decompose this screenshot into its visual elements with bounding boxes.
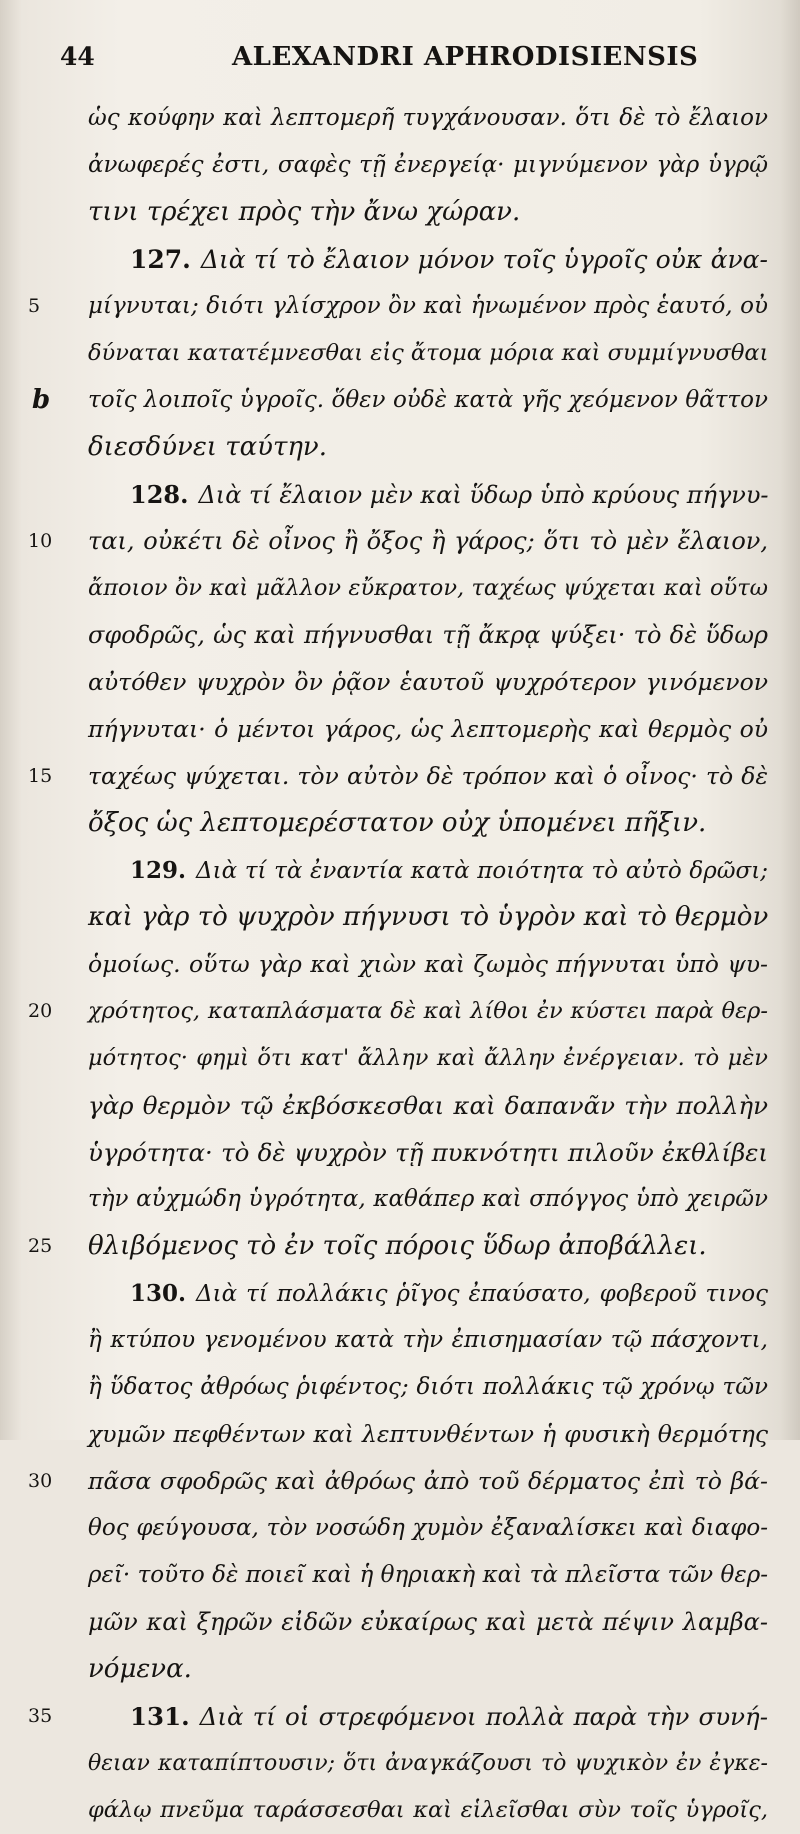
- text-line: [88, 1082, 768, 1129]
- text-line: [88, 1035, 768, 1082]
- line-text: ἀνωφερές ἐστι, σαφὲς τῇ ἐνεργείᾳ· μιγνύμενον γὰρ ὑγρῷ: [88, 152, 768, 178]
- line-text: ἢ ὕδατος ἀθρόως ῥιφέντος; διότι πολλάκις τῷ χρόνῳ τῶν: [88, 1374, 768, 1400]
- text-line: [28, 753, 768, 800]
- line-text: ται, οὐκέτι δὲ οἶνος ἢ ὄξος ἢ γάρος; ὅτι τὸ μὲν ἔλαιον,: [88, 527, 768, 555]
- text-line: [88, 1646, 768, 1693]
- text-line: [28, 518, 768, 565]
- line-number: 15: [28, 765, 53, 787]
- section-number: 131.: [130, 1702, 190, 1731]
- text-line: [88, 894, 768, 941]
- line-text: γὰρ θερμὸν τῷ ἐκβόσκεσθαι καὶ δαπανᾶν τὴν πολλὴν: [88, 1091, 768, 1120]
- text-line: [88, 424, 768, 471]
- text-line: [88, 941, 768, 988]
- text-line: [88, 612, 768, 659]
- page-number: 44: [60, 42, 95, 71]
- line-number: 20: [28, 1000, 53, 1022]
- text-line: [88, 565, 768, 612]
- line-text: ταχέως ψύχεται. τὸν αὐτὸν δὲ τρόπον καὶ ὁ οἶνος· τὸ δὲ: [88, 762, 768, 790]
- text-line: [88, 1364, 768, 1411]
- line-text: αὐτόθεν ψυχρὸν ὂν ῥᾷον ἑαυτοῦ ψυχρότερον γινόμενον: [88, 668, 768, 696]
- line-text: φάλῳ πνεῦμα ταράσσεσθαι καὶ εἱλεῖσθαι σὺν τοῖς ὑγροῖς,: [88, 1797, 768, 1823]
- line-text: χρότητος, καταπλάσματα δὲ καὶ λίθοι ἐν κύστει παρὰ θερ-: [88, 998, 768, 1024]
- text-line: [28, 1458, 768, 1505]
- text-line: [88, 1787, 768, 1834]
- line-text: Διὰ τί πολλάκις ῥῖγος ἐπαύσατο, φοβεροῦ τινος: [196, 1281, 768, 1307]
- line-text: πήγνυται· ὁ μέντοι γάρος, ὡς λεπτομερὴς καὶ θερμὸς οὐ: [88, 715, 768, 743]
- line-text: θος φεύγουσα, τὸν νοσώδη χυμὸν ἐξαναλίσκει καὶ διαφο-: [88, 1515, 768, 1541]
- line-text: ἢ κτύπου γενομένου κατὰ τὴν ἐπισημασίαν τῷ πάσχοντι,: [88, 1327, 768, 1353]
- line-text: καὶ γὰρ τὸ ψυχρὸν πήγνυσι τὸ ὑγρὸν καὶ τὸ θερμὸν: [88, 902, 769, 932]
- line-text: ρεῖ· τοῦτο δὲ ποιεῖ καὶ ἡ θηριακὴ καὶ τὰ πλεῖστα τῶν θερ-: [88, 1562, 768, 1588]
- line-text: Διὰ τί ἔλαιον μὲν καὶ ὕδωρ ὑπὸ κρύους πήγνυ-: [198, 481, 769, 509]
- text-line: [28, 283, 768, 330]
- text-line: [88, 659, 768, 706]
- line-text: θειαν καταπίπτουσιν; ὅτι ἀναγκάζουσι τὸ ψυχικὸν ἐν ἐγκε-: [88, 1751, 768, 1776]
- text-line: [88, 800, 768, 847]
- line-text: Διὰ τί τὰ ἐναντία κατὰ ποιότητα τὸ αὐτὸ δρῶσι;: [196, 858, 768, 884]
- line-text: τὴν αὐχμώδη ὑγρότητα, καθάπερ καὶ σπόγγος ὑπὸ χειρῶν: [88, 1186, 768, 1212]
- text-line: [88, 1317, 768, 1364]
- line-text: σφοδρῶς, ὡς καὶ πήγνυσθαι τῇ ἄκρᾳ ψύξει· τὸ δὲ ὕδωρ: [88, 621, 768, 649]
- section-number: 127.: [130, 245, 191, 274]
- text-line: [28, 1693, 768, 1740]
- text-line: [88, 1176, 768, 1223]
- text-line: [88, 1552, 768, 1599]
- text-line: [88, 1599, 768, 1646]
- section-number: 130.: [130, 1280, 187, 1307]
- text-line: [88, 706, 768, 753]
- line-number: 5: [28, 295, 41, 317]
- text-line: [88, 142, 768, 189]
- line-text: ὡς κούφην καὶ λεπτομερῆ τυγχάνουσαν. ὅτι δὲ τὸ ἔλαιον: [88, 105, 768, 131]
- line-number: 30: [28, 1470, 53, 1492]
- text-line: [28, 1223, 768, 1270]
- line-number: 35: [28, 1705, 53, 1727]
- line-text: Διὰ τί τὸ ἔλαιον μόνον τοῖς ὑγροῖς οὐκ ἀνα-: [200, 245, 768, 274]
- text-line: [88, 847, 768, 894]
- line-text: ὁμοίως. οὕτω γὰρ καὶ χιὼν καὶ ζωμὸς πήγνυται ὑπὸ ψυ-: [88, 950, 768, 978]
- line-text: ὄξος ὡς λεπτομερέστατον οὐχ ὑπομένει πῆξιν.: [88, 808, 707, 838]
- line-text: μῶν καὶ ξηρῶν εἰδῶν εὐκαίρως καὶ μετὰ πέψιν λαμβα-: [88, 1608, 768, 1636]
- text-line: [32, 377, 768, 424]
- text-line: [88, 1740, 768, 1787]
- text-line: [88, 95, 768, 142]
- line-text: νόμενα.: [88, 1654, 192, 1684]
- text-line: [88, 1270, 768, 1317]
- text-line: [88, 1129, 768, 1176]
- line-text: χυμῶν πεφθέντων καὶ λεπτυνθέντων ἡ φυσικὴ θερμότης: [88, 1420, 768, 1448]
- page-header: [60, 42, 740, 82]
- body-text: [28, 95, 769, 1834]
- text-line: [88, 1505, 768, 1552]
- line-text: ὑγρότητα· τὸ δὲ ψυχρὸν τῇ πυκνότητι πιλοῦν ἐκθλίβει: [88, 1138, 768, 1167]
- line-text: μότητος· φημὶ ὅτι κατ' ἄλλην καὶ ἄλλην ἐνέργειαν. τὸ μὲν: [88, 1045, 768, 1071]
- line-text: διεσδύνει ταύτην.: [88, 432, 328, 462]
- line-text: θλιβόμενος τὸ ἐν τοῖς πόροις ὕδωρ ἀποβάλλει.: [88, 1231, 707, 1261]
- line-number: 25: [28, 1235, 53, 1257]
- section-number: 128.: [130, 480, 189, 509]
- text-line: [88, 330, 768, 377]
- line-text: δύναται κατατέμνεσθαι εἰς ἄτομα μόρια καὶ συμμίγνυσθαι: [88, 340, 769, 366]
- text-line: [88, 471, 768, 518]
- margin-note: b: [32, 385, 51, 415]
- line-number: 10: [28, 530, 53, 552]
- line-text: τοῖς λοιποῖς ὑγροῖς. ὅθεν οὐδὲ κατὰ γῆς χεόμενον θᾶττον: [88, 387, 768, 413]
- line-text: ἄποιον ὂν καὶ μᾶλλον εὔκρατον, ταχέως ψύχεται καὶ οὕτω: [88, 575, 768, 601]
- text-line: [28, 988, 768, 1035]
- text-line: [88, 236, 768, 283]
- running-title: ALEXANDRI APHRODISIENSIS: [232, 42, 699, 72]
- text-line: [88, 1411, 768, 1458]
- text-line: [88, 189, 768, 236]
- line-text: πᾶσα σφοδρῶς καὶ ἀθρόως ἀπὸ τοῦ δέρματος ἐπὶ τὸ βά-: [88, 1467, 768, 1495]
- line-text: τινι τρέχει πρὸς τὴν ἄνω χώραν.: [88, 197, 521, 227]
- section-number: 129.: [130, 857, 187, 884]
- line-text: Διὰ τί οἱ στρεφόμενοι πολλὰ παρὰ τὴν συνή-: [199, 1702, 768, 1731]
- line-text: μίγνυται; διότι γλίσχρον ὂν καὶ ἡνωμένον πρὸς ἑαυτό, οὐ: [88, 293, 768, 319]
